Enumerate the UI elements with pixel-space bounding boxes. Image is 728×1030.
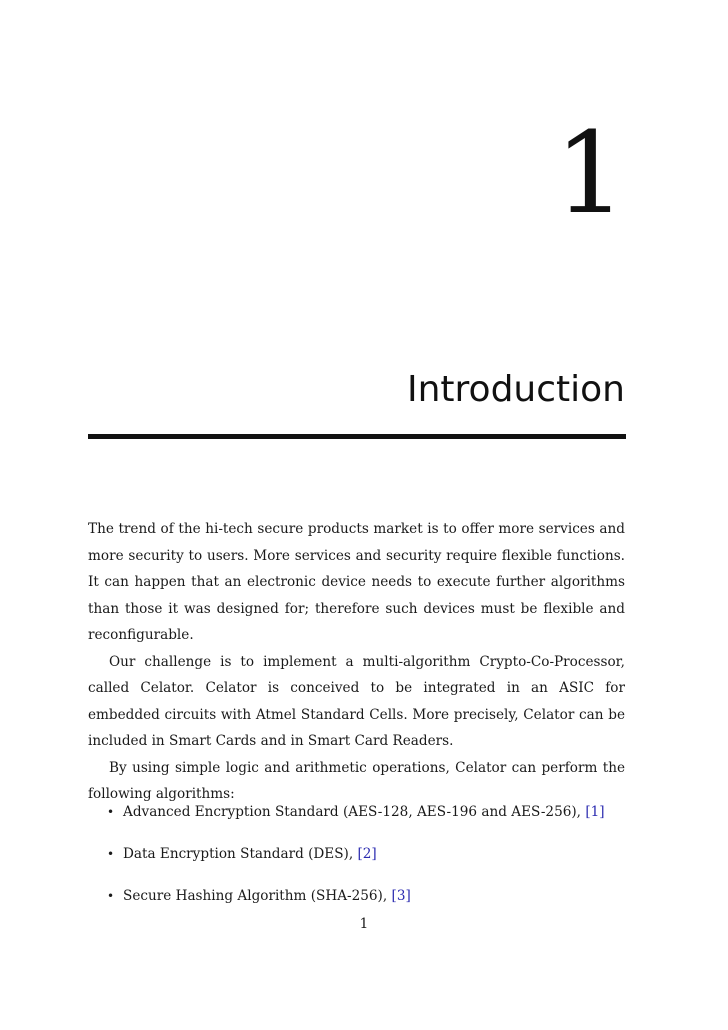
citation-link[interactable]: [1]: [585, 804, 605, 820]
paragraph-intro: The trend of the hi-tech secure products market is to offer more services and more security to users. More services and security require flexible functions. It can happen that an electronic device needs to execute further algorithms than those it was designed for; therefore such devices must be flexible and reconfigurable.: [88, 521, 625, 643]
citation-link[interactable]: [3]: [391, 888, 411, 904]
algorithm-list: [107, 797, 605, 923]
paragraph-challenge: Our challenge is to implement a multi-algorithm Crypto-Co-Processor, called Celator. Celator is conceived to be integrated in an ASIC for embedded circuits with Atmel Standard Cells. More precisely, Celator can be included in Smart Cards and in Smart Card Readers.: [88, 653, 625, 749]
list-item-text: Data Encryption Standard (DES),: [123, 846, 358, 862]
bullet-icon: •: [107, 805, 115, 819]
chapter-rule: [88, 434, 626, 439]
chapter-title: Introduction: [406, 369, 625, 410]
citation-link[interactable]: [2]: [357, 846, 377, 862]
list-item-text: Secure Hashing Algorithm (SHA-256),: [123, 888, 392, 904]
chapter-number: 1: [554, 109, 626, 239]
list-item: [107, 797, 605, 839]
list-item: [107, 839, 605, 881]
page-number: 1: [359, 916, 369, 932]
bullet-icon: •: [107, 889, 115, 903]
paragraph-operations: By using simple logic and arithmetic operations, Celator can perform the following algorithms:: [88, 759, 625, 802]
bullet-icon: •: [107, 847, 115, 861]
list-item-text: Advanced Encryption Standard (AES-128, AES-196 and AES-256),: [123, 804, 586, 820]
body-text: [88, 516, 625, 808]
